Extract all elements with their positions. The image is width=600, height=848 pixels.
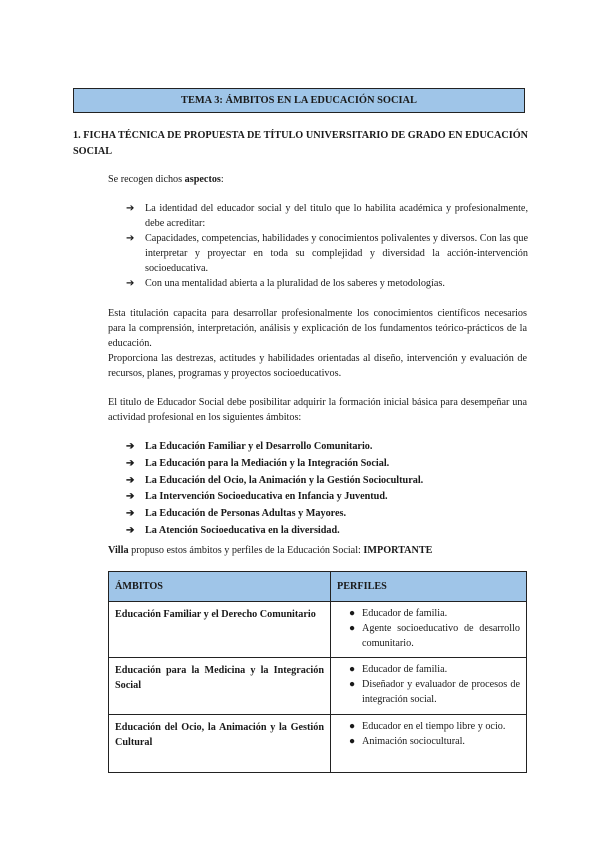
ambitos-perfiles-table	[108, 571, 527, 773]
proporciona-text: Proporciona las destrezas, actitudes y habilidades orientadas al diseño, intervención y evaluación de recursos, planes, programas y proyectos socioeducativos.	[108, 353, 527, 379]
bullet-icon: ●	[349, 608, 356, 619]
page-title: TEMA 3: ÁMBITOS EN LA EDUCACIÓN SOCIAL	[73, 88, 525, 113]
table-row	[109, 602, 527, 658]
arrow-icon: ➔	[126, 508, 135, 520]
intro-prefix: Se recogen dichos	[108, 174, 185, 185]
bullet-icon: ●	[349, 679, 356, 690]
perfiles-cell	[331, 658, 527, 715]
fields-list	[126, 439, 528, 540]
aspects-list	[126, 201, 528, 291]
arrow-icon: ➔	[126, 203, 135, 214]
capacita-paragraph	[108, 306, 527, 381]
table-row	[109, 658, 527, 715]
bullet-icon: ●	[349, 721, 356, 732]
capacita-text: Esta titulación capacita para desarrollar profesionalmente los conocimientos científicos necesarios para la comprensión, interpretación, análisis y explicación de los fundamentos teórico-prácticos de la educación.	[108, 308, 527, 349]
table-header-ambitos: ÁMBITOS	[109, 572, 331, 602]
list-item: ➔ La Educación para la Mediación y la Integración Social.	[126, 456, 528, 473]
ambito-cell: Educación del Ocio, la Animación y la Gestión Cultural	[109, 715, 331, 773]
arrow-icon: ➔	[126, 441, 135, 452]
intro-suffix: :	[220, 174, 224, 185]
section-heading: 1. FICHA TÉCNICA DE PROPUESTA DE TÍTULO UNIVERSITARIO DE GRADO EN EDUCACIÓN SOCIAL	[73, 130, 528, 157]
table-row	[109, 715, 527, 773]
list-item: ● Diseñador y evaluador de procesos de integración social.	[349, 679, 520, 705]
list-item: ➔ La Intervención Socioeducativa en Infancia y Juventud.	[126, 489, 528, 506]
list-item: ● Educador de familia.	[349, 608, 448, 619]
list-item: ➔ La Educación de Personas Adultas y Mayores.	[126, 506, 528, 523]
list-item: ● Educador de familia.	[349, 664, 448, 675]
list-item: ➔ La Educación Familiar y el Desarrollo Comunitario.	[126, 439, 528, 456]
list-item: ➔ Con una mentalidad abierta a la pluralidad de los saberes y metodologías.	[126, 278, 445, 289]
arrow-icon: ➔	[126, 233, 135, 244]
villa-line: Villa propuso estos ámbitos y perfiles de la Educación Social: IMPORTANTE	[108, 545, 433, 556]
arrow-icon: ➔	[126, 278, 135, 289]
perfiles-cell	[331, 715, 527, 773]
perfiles-cell	[331, 602, 527, 658]
ambitos-intro-paragraph: El titulo de Educador Social debe posibilitar adquirir la formación inicial básica para desempeñar una actividad profesional en los siguientes ámbitos:	[108, 397, 527, 423]
list-item: ➔ La identidad del educador social y del titulo que lo habilita académica y profesionalmente, debe acreditar:	[126, 203, 528, 229]
list-item: ➔ La Atención Socioeducativa en la diversidad.	[126, 523, 528, 540]
list-item: ➔ Capacidades, competencias, habilidades y conocimientos polivalentes y diversos. Con las que interpretar y proyectar en toda su complejidad y diversidad la acción-intervención socioeducativa.	[126, 233, 528, 274]
villa-name: Villa	[108, 545, 129, 556]
list-item: ● Agente socioeducativo de desarrollo comunitario.	[349, 623, 520, 649]
arrow-icon: ➔	[126, 457, 135, 469]
table-header-perfiles: PERFILES	[331, 572, 527, 602]
list-item: ● Educador en el tiempo libre y ocio.	[349, 721, 506, 732]
arrow-icon: ➔	[126, 474, 135, 486]
list-item: ● Animación sociocultural.	[349, 736, 465, 747]
ambito-cell: Educación para la Medicina y la Integración Social	[109, 658, 331, 715]
ambito-cell: Educación Familiar y el Derecho Comunitario	[109, 602, 331, 658]
important-label: IMPORTANTE	[363, 545, 433, 556]
bullet-icon: ●	[349, 664, 356, 675]
arrow-icon: ➔	[126, 524, 135, 536]
list-item: ➔ La Educación del Ocio, la Animación y la Gestión Sociocultural.	[126, 473, 528, 490]
arrow-icon: ➔	[126, 491, 135, 503]
intro-line	[108, 172, 527, 187]
bullet-icon: ●	[349, 623, 356, 634]
bullet-icon: ●	[349, 736, 356, 747]
intro-bold: aspectos	[184, 174, 221, 185]
